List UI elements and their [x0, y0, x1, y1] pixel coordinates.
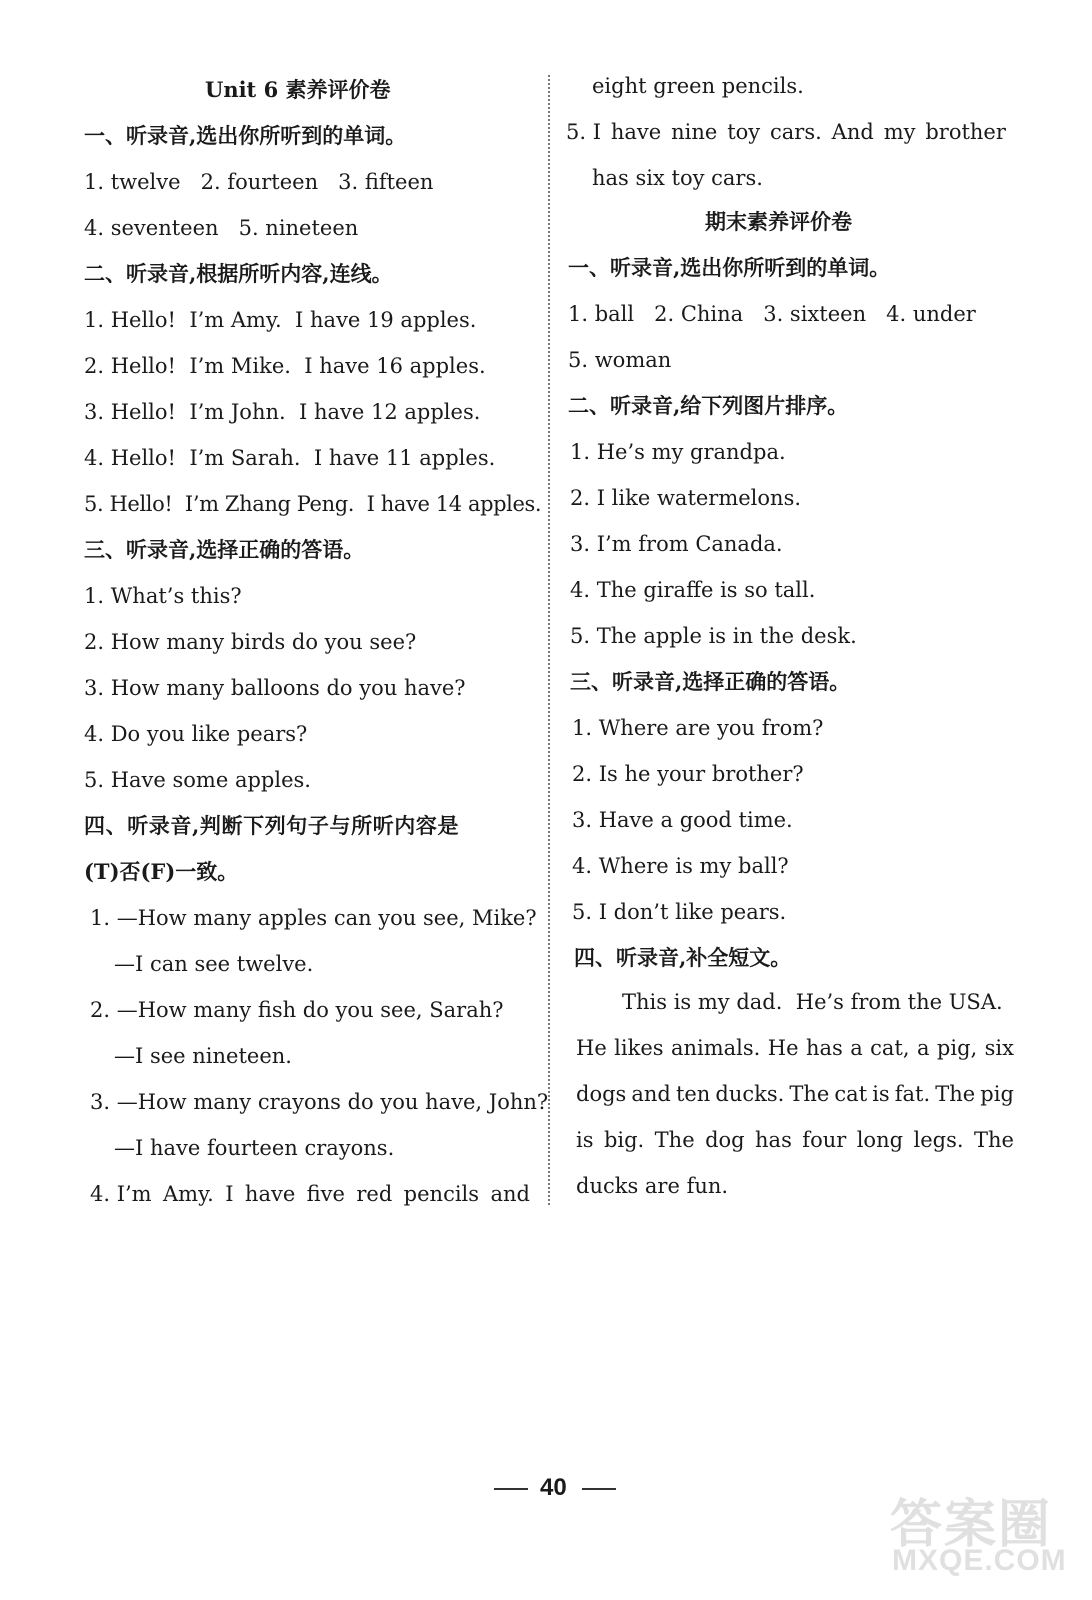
word: He — [576, 1036, 607, 1060]
word: 5. I — [566, 120, 602, 144]
word: The — [935, 1082, 976, 1106]
list-item: 1. Hello! I’m Amy. I have 19 apples. — [84, 308, 477, 332]
word: Amy. — [163, 1182, 214, 1206]
word: dog — [705, 1128, 745, 1152]
word: is — [872, 1082, 890, 1106]
word: long — [856, 1128, 904, 1152]
word: a — [850, 1036, 863, 1060]
section3-heading: 三、听录音,选择正确的答语。 — [570, 669, 851, 694]
final-exam-title: 期末素养评价卷 — [705, 209, 852, 234]
word: five — [306, 1182, 345, 1206]
word: six — [984, 1036, 1014, 1060]
word: ten — [675, 1082, 711, 1106]
list-item: 5. I don’t like pears. — [572, 900, 787, 924]
list-item: 1. Where are you from? — [572, 716, 824, 740]
unit6-title: Unit 6 素养评价卷 — [205, 77, 391, 102]
word: big. — [603, 1128, 645, 1152]
list-item: 1. What’s this? — [84, 584, 242, 608]
list-item: 3. Have a good time. — [572, 808, 793, 832]
word: The — [789, 1082, 830, 1106]
list-item: 4. Hello! I’m Sarah. I have 11 apples. — [84, 446, 496, 470]
word: dogs — [576, 1082, 627, 1106]
list-item: 3. I’m from Canada. — [570, 532, 783, 556]
list-item: 2. Hello! I’m Mike. I have 16 apples. — [84, 354, 486, 378]
section4-heading-cont: (T)否(F)一致。 — [84, 859, 239, 884]
word: and — [490, 1182, 530, 1206]
word: have — [610, 120, 662, 144]
section1-line1: 1. ball 2. China 3. sixteen 4. under — [568, 302, 976, 326]
passage-line — [576, 1080, 1014, 1108]
dialogue-line: 1. —How many apples can you see, Mike? — [90, 906, 537, 930]
word: red — [356, 1182, 393, 1206]
word: pencils — [403, 1182, 480, 1206]
word: cars. — [770, 120, 822, 144]
word: have — [244, 1182, 296, 1206]
list-item: 4. Do you like pears? — [84, 722, 308, 746]
item5-line — [566, 118, 1006, 146]
section1-line2: 4. seventeen 5. nineteen — [84, 216, 359, 240]
section2-heading: 二、听录音,根据所听内容,连线。 — [84, 261, 393, 286]
word: four — [802, 1128, 847, 1152]
section1-heading: 一、听录音,选出你所听到的单词。 — [568, 255, 891, 280]
list-item: 2. Is he your brother? — [572, 762, 804, 786]
word: likes — [614, 1036, 664, 1060]
word: The — [654, 1128, 695, 1152]
watermark-logo — [890, 1482, 1067, 1592]
word: brother — [925, 120, 1006, 144]
section2-heading: 二、听录音,给下列图片排序。 — [568, 393, 849, 418]
section1-line2: 5. woman — [568, 348, 672, 372]
section1-heading: 一、听录音,选出你所听到的单词。 — [84, 123, 407, 148]
word: The — [973, 1128, 1014, 1152]
passage-line — [576, 1126, 1014, 1154]
word: legs. — [913, 1128, 964, 1152]
list-item: 2. How many birds do you see? — [84, 630, 417, 654]
dialogue-line: —I can see twelve. — [114, 952, 314, 976]
item4-line — [90, 1180, 530, 1208]
word: pig, — [936, 1036, 978, 1060]
list-item: 1. He’s my grandpa. — [570, 440, 786, 464]
list-item: 2. I like watermelons. — [570, 486, 802, 510]
footer-dash-left — [494, 1488, 528, 1490]
word: animals. — [670, 1036, 761, 1060]
list-item: 4. The giraffe is so tall. — [570, 578, 816, 602]
word: has — [805, 1036, 843, 1060]
dialogue-line: —I see nineteen. — [114, 1044, 292, 1068]
word: cat, — [870, 1036, 910, 1060]
section4-heading: 四、听录音,判断下列句子与所听内容是 — [84, 813, 460, 838]
word: 4. I’m — [90, 1182, 152, 1206]
carry-line: eight green pencils. — [592, 74, 804, 98]
dialogue-line: 2. —How many fish do you see, Sarah? — [90, 998, 504, 1022]
section3-heading: 三、听录音,选择正确的答语。 — [84, 537, 365, 562]
word: has — [755, 1128, 792, 1152]
list-item: 4. Where is my ball? — [572, 854, 789, 878]
word: I — [225, 1182, 234, 1206]
passage-line: ducks are fun. — [576, 1174, 729, 1198]
word: is — [576, 1128, 594, 1152]
word: ducks. — [715, 1082, 785, 1106]
watermark-text: 答案圈 — [890, 1496, 1053, 1554]
list-item: 3. How many balloons do you have? — [84, 676, 466, 700]
word: toy — [727, 120, 761, 144]
item5-line2: has six toy cars. — [592, 166, 763, 190]
section4-heading: 四、听录音,补全短文。 — [574, 945, 792, 970]
list-item: 3. Hello! I’m John. I have 12 apples. — [84, 400, 481, 424]
word: pig — [980, 1082, 1014, 1106]
dialogue-line: —I have fourteen crayons. — [114, 1136, 395, 1160]
word: He — [767, 1036, 799, 1060]
passage-line — [576, 1034, 1014, 1062]
word: And — [831, 120, 874, 144]
page-number: 40 — [540, 1474, 567, 1501]
word: nine — [671, 120, 718, 144]
word: a — [916, 1036, 930, 1060]
footer-dash-right — [582, 1488, 616, 1490]
list-item: 5. The apple is in the desk. — [570, 624, 857, 648]
watermark-url: MXQE.COM — [892, 1544, 1067, 1577]
word: fat. — [894, 1082, 931, 1106]
word: cat — [834, 1082, 868, 1106]
word: and — [631, 1082, 671, 1106]
list-item: 5. Hello! I’m Zhang Peng. I have 14 apples. — [84, 492, 542, 516]
dialogue-line: 3. —How many crayons do you have, John? — [90, 1090, 549, 1114]
column-divider — [548, 75, 550, 1205]
word: my — [883, 120, 916, 144]
section1-line1: 1. twelve 2. fourteen 3. fifteen — [84, 170, 434, 194]
passage-line: This is my dad. He’s from the USA. — [622, 990, 1003, 1014]
list-item: 5. Have some apples. — [84, 768, 311, 792]
